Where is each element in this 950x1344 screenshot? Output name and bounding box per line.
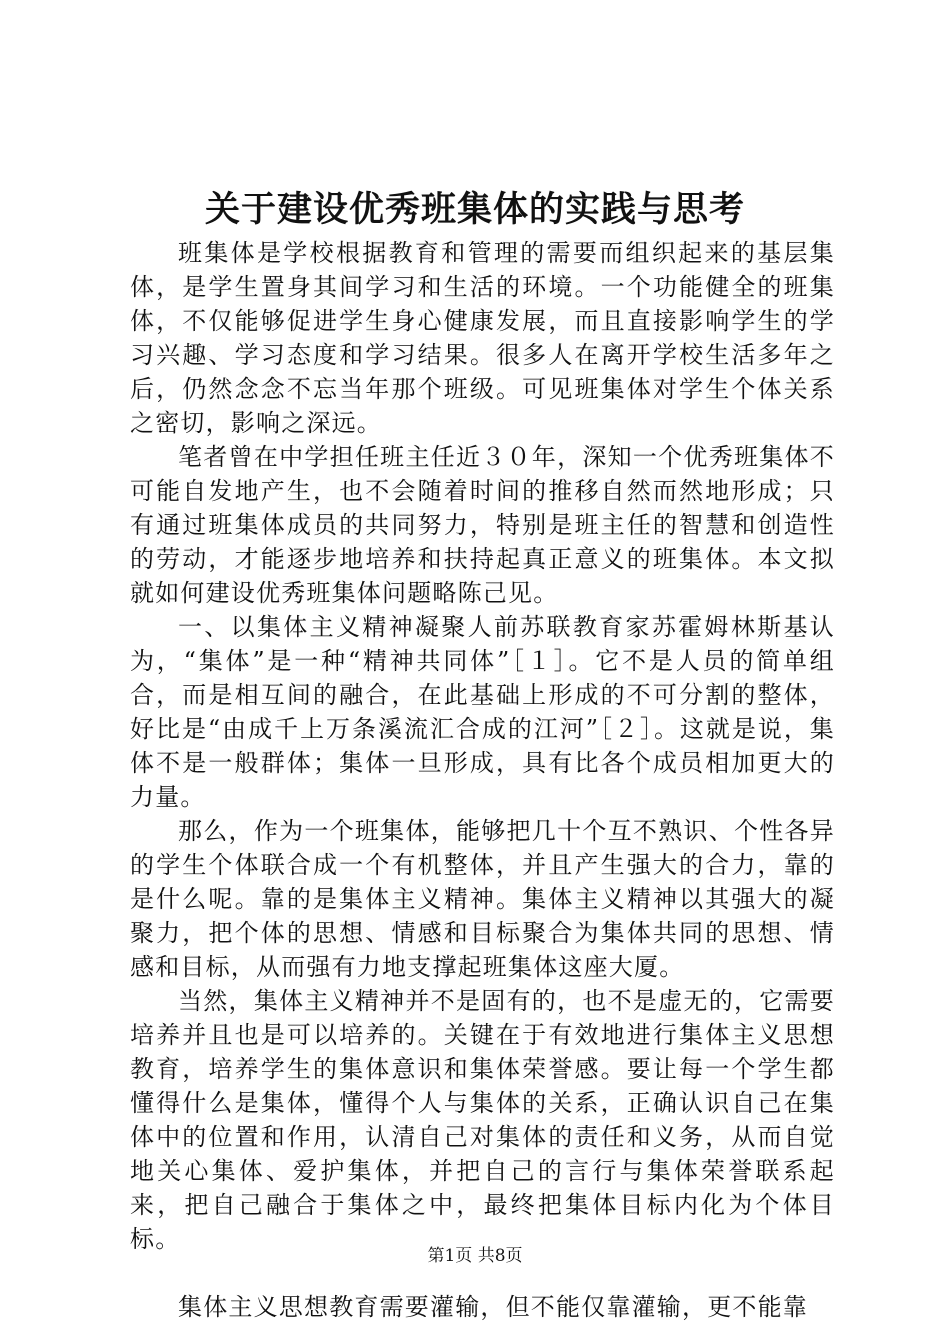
page-number-footer: 第1页 共8页: [427, 1246, 523, 1266]
document-body: [130, 236, 835, 1324]
paragraph-intro: 班集体是学校根据教育和管理的需要而组织起来的基层集体，是学生置身其间学习和生活的环境。一个功能健全的班集体，不仅能够促进学生身心健康发展，而且直接影响学生的学习兴趣、学习态度和学习结果。很多人在离开学校生活多年之后，仍然念念不忘当年那个班级。可见班集体对学生个体关系之密切，影响之深远。: [130, 239, 835, 437]
paragraph-section-one: 一、以集体主义精神凝聚人前苏联教育家苏霍姆林斯基认为，“集体”是一种“精神共同体”［１］。它不是人员的简单组合，而是相互间的融合，在此基础上形成的不可分割的整体，好比是“由成千上万条溪流汇合成的江河”［２］。这就是说，集体不是一般群体；集体一旦形成，具有比各个成员相加更大的力量。: [130, 613, 835, 811]
paragraph-collectivism-spirit: 那么，作为一个班集体，能够把几十个互不熟识、个性各异的学生个体联合成一个有机整体，并且产生强大的合力，靠的是什么呢。靠的是集体主义精神。集体主义精神以其强大的凝聚力，把个体的思想、情感和目标聚合为集体共同的思想、情感和目标，从而强有力地支撑起班集体这座大厦。: [130, 817, 835, 981]
paragraph-education-method: 集体主义思想教育需要灌输，但不能仅靠灌输，更不能靠: [178, 1293, 808, 1321]
paragraph-author-experience: 笔者曾在中学担任班主任近３０年，深知一个优秀班集体不可能自发地产生，也不会随着时间的推移自然而然地形成；只有通过班集体成员的共同努力，特别是班主任的智慧和创造性的劳动，才能逐步地培养和扶持起真正意义的班集体。本文拟就如何建设优秀班集体问题略陈己见。: [130, 443, 835, 607]
paragraph-cultivation: 当然，集体主义精神并不是固有的，也不是虚无的，它需要培养并且也是可以培养的。关键在于有效地进行集体主义思想教育，培养学生的集体意识和集体荣誉感。要让每一个学生都懂得什么是集体，懂得个人与集体的关系，正确认识自己在集体中的位置和作用，认清自己对集体的责任和义务，从而自觉地关心集体、爱护集体，并把自己的言行与集体荣誉联系起来，把自己融合于集体之中，最终把集体目标内化为个体目标。: [130, 987, 835, 1253]
document-title: 关于建设优秀班集体的实践与思考: [204, 189, 745, 230]
